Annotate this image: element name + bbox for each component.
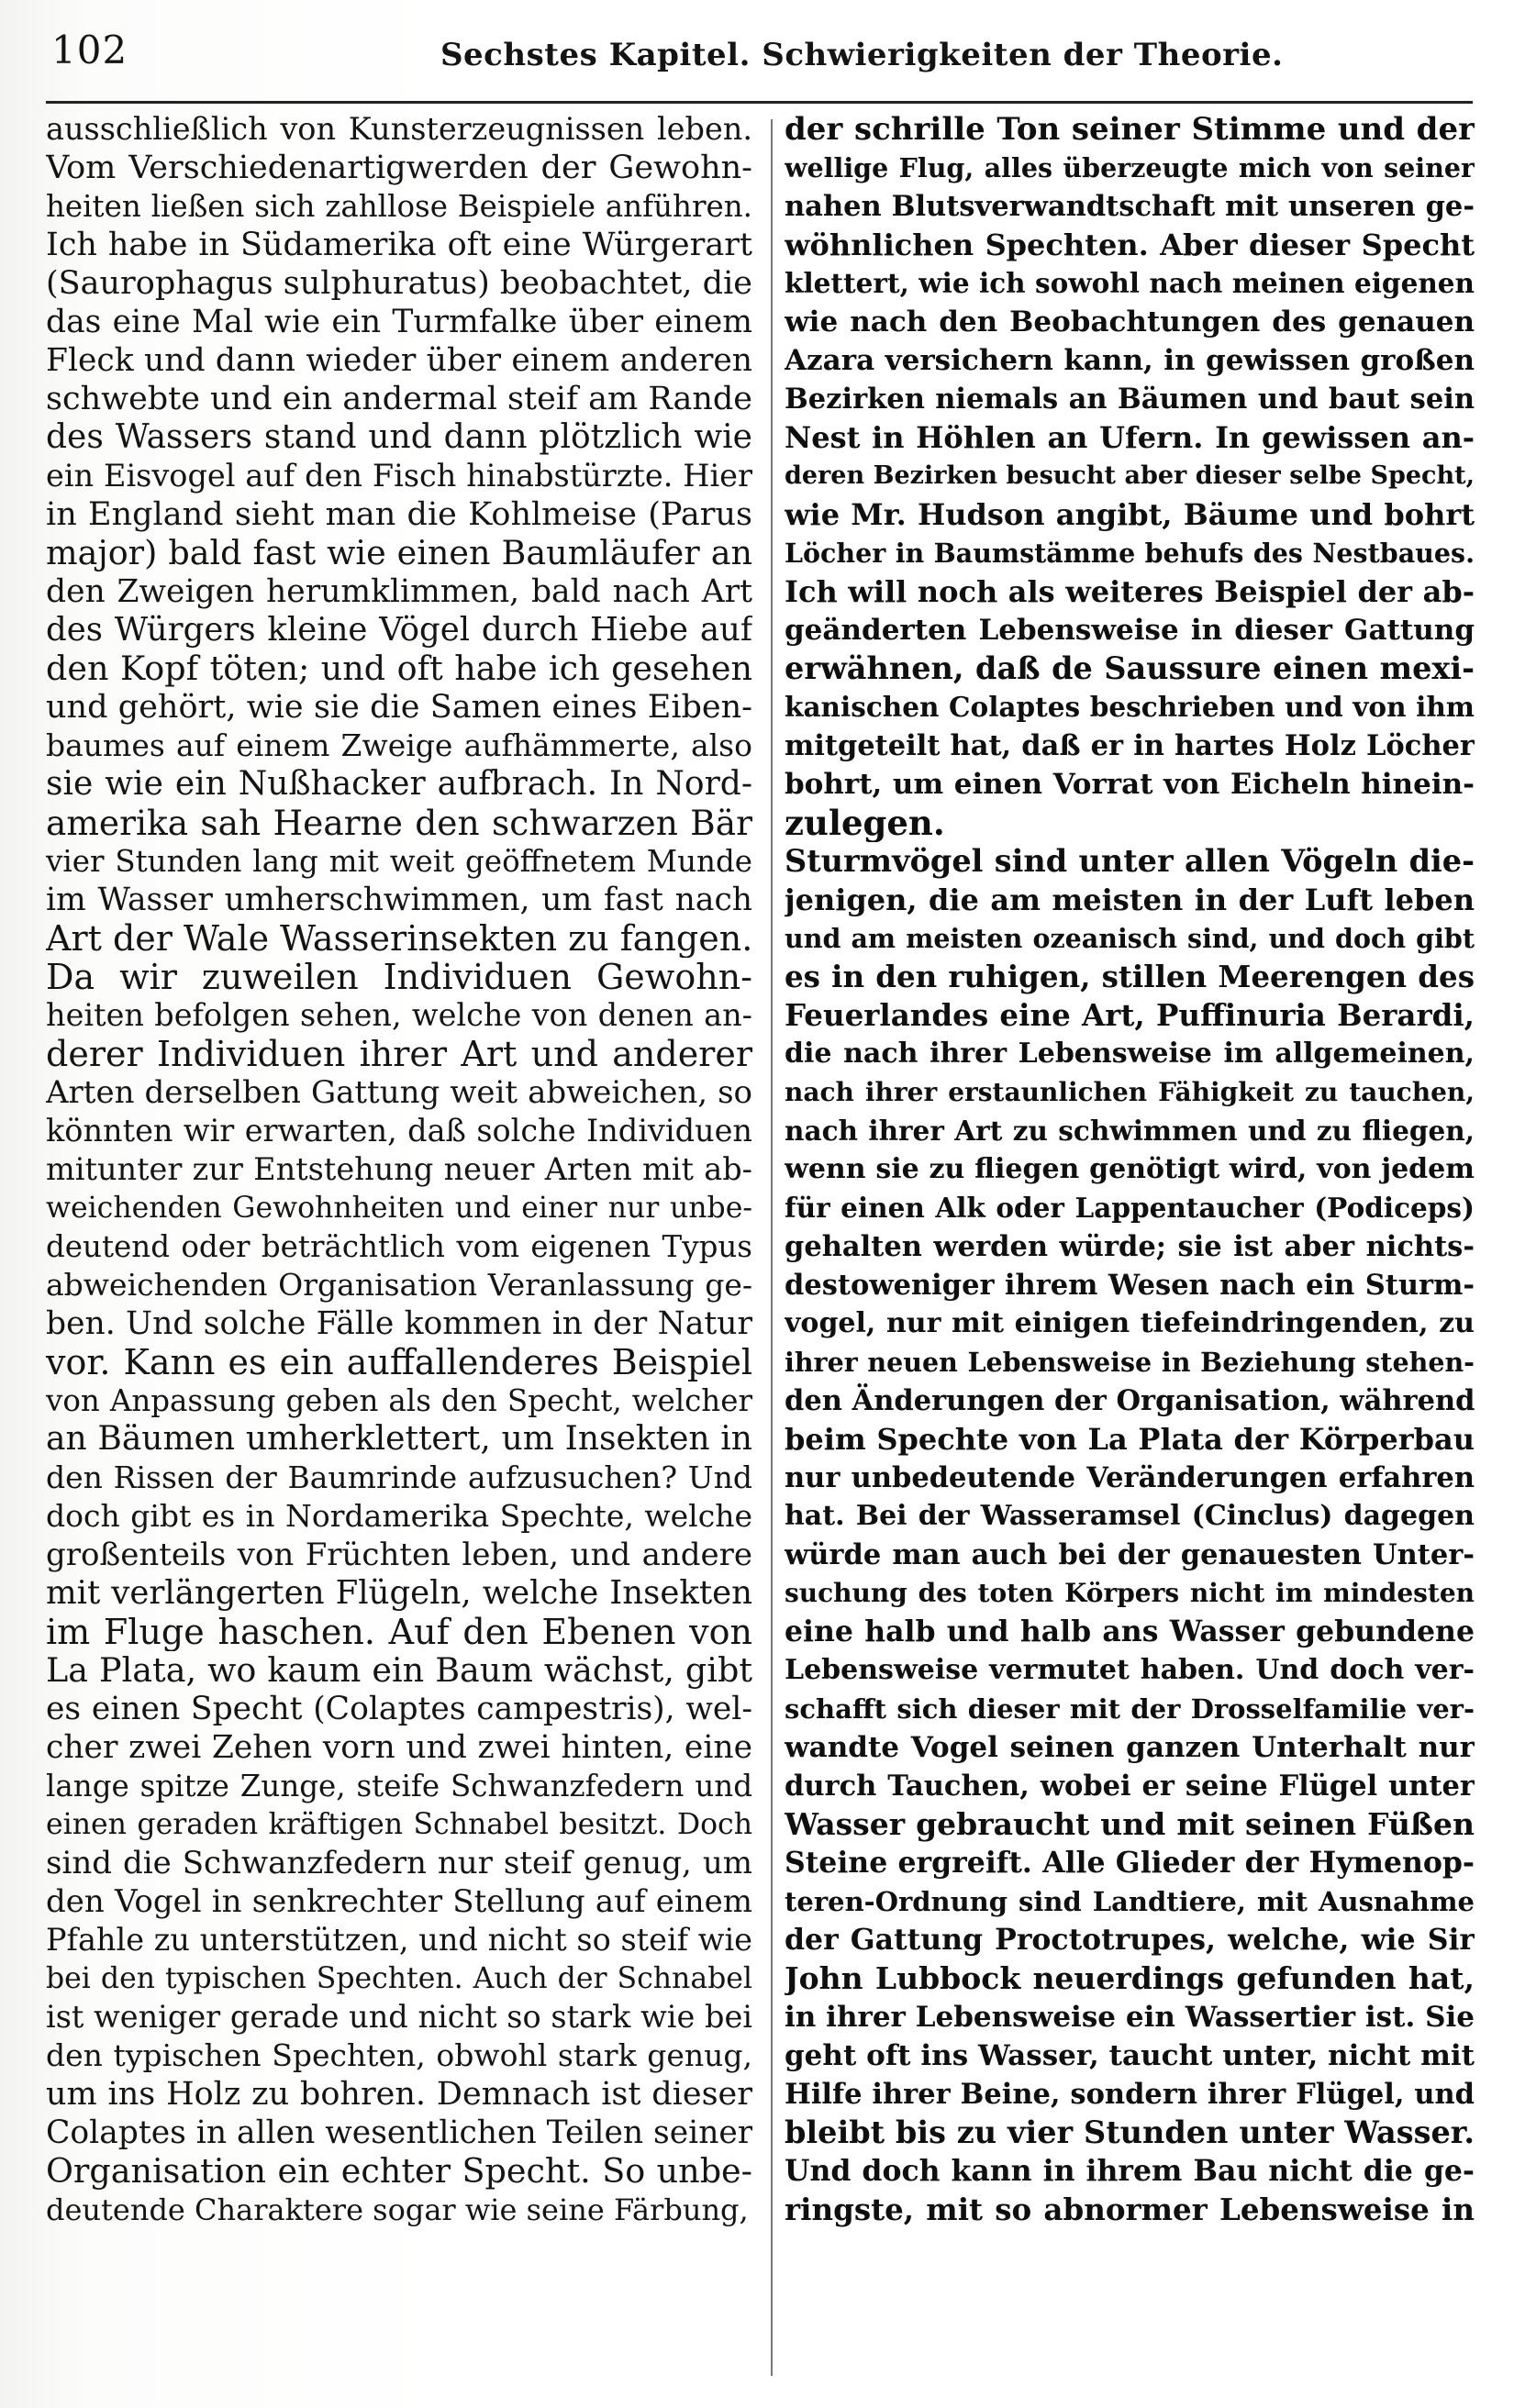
text-line: kanischen Colaptes beschrieben und von ihm	[785, 691, 1475, 723]
text-line: bei den typischen Spechten. Auch der Schnabel	[46, 1962, 752, 1995]
text-line: vor. Kann es ein auffallenderes Beispiel	[46, 1343, 752, 1382]
text-line: ben. Und solche Fälle kommen in der Natur	[46, 1305, 752, 1342]
text-line: von Anpassung geben als den Specht, welcher	[46, 1383, 752, 1418]
text-line: teren-Ordnung sind Landtiere, mit Ausnahme	[785, 1886, 1475, 1917]
text-line: Organisation ein echter Specht. So unbe-	[46, 2152, 752, 2191]
text-line: des Würgers kleine Vögel durch Hiebe auf	[46, 611, 752, 649]
text-line: eine halb und halb ans Wasser gebundene	[785, 1615, 1475, 1648]
text-line: sie wie ein Nußhacker aufbrach. In Nord-	[46, 765, 752, 803]
page-header	[46, 20, 1477, 84]
text-line: geänderten Lebensweise in dieser Gattung	[785, 614, 1475, 647]
text-line: Löcher in Baumstämme behufs des Nestbaues.	[785, 538, 1475, 569]
column-divider	[771, 119, 773, 2376]
text-line: nach ihrer Art zu schwimmen und zu fliegen,	[785, 1115, 1475, 1147]
text-line: ist weniger gerade und nicht so stark wie bei	[46, 1999, 752, 2035]
text-line: John Lubbock neuerdings gefunden hat,	[785, 1960, 1475, 1996]
text-line: Hilfe ihrer Beine, sondern ihrer Flügel, und	[785, 2078, 1475, 2111]
text-line: um ins Holz zu bohren. Demnach ist dieser	[46, 2076, 752, 2113]
text-line: Und doch kann in ihrem Bau nicht die ge-	[785, 2154, 1475, 2188]
text-line: der Gattung Proctotrupes, welche, wie Sir	[785, 1923, 1475, 1957]
text-line: ein Eisvogel auf den Fisch hinabstürzte. Hier	[46, 458, 752, 494]
text-line: den typischen Spechten, obwohl stark genug,	[46, 2037, 752, 2073]
text-line: nach ihrer erstaunlichen Fähigkeit zu tauchen,	[785, 1077, 1475, 1107]
text-line: derer Individuen ihrer Art und anderer	[46, 1035, 752, 1073]
text-line: (Saurophagus sulphuratus) beobachtet, die	[46, 265, 752, 302]
text-line: ausschließlich von Kunsterzeugnissen leben.	[46, 111, 752, 147]
text-line: La Plata, wo kaum ein Baum wächst, gibt	[46, 1651, 752, 1690]
page-number: 102	[51, 28, 128, 72]
text-line: vogel, nur mit einigen tiefeindringenden, zu	[785, 1307, 1475, 1339]
text-line: amerika sah Hearne den schwarzen Bär	[46, 804, 752, 842]
text-line: ringste, mit so abnormer Lebensweise in	[785, 2192, 1475, 2227]
text-line: den Vogel in senkrechter Stellung auf einem	[46, 1883, 752, 1920]
text-line: schwebte und ein andermal steif am Rande	[46, 381, 752, 417]
text-line: Ich will noch als weiteres Beispiel der ab-	[785, 574, 1475, 609]
text-line: mit verlängerten Flügeln, welche Insekten	[46, 1574, 752, 1612]
text-line: bohrt, um einen Vorrat von Eicheln hinein-	[785, 768, 1475, 801]
text-line: jenigen, die am meisten in der Luft leben	[785, 882, 1475, 917]
text-line: die nach ihrer Lebensweise im allgemeinen,	[785, 1038, 1475, 1070]
text-line: Art der Wale Wasserinsekten zu fangen.	[46, 919, 752, 958]
text-line: es in den ruhigen, stillen Meerengen des	[785, 959, 1475, 994]
text-line: deutend oder beträchtlich vom eigenen Typus	[46, 1229, 752, 1264]
text-line: suchung des toten Körpers nicht im mindesten	[785, 1578, 1475, 1608]
text-line: beim Spechte von La Plata der Körperbau	[785, 1422, 1475, 1457]
text-line: an Bäumen umherklettert, um Insekten in	[46, 1420, 752, 1458]
text-line: im Wasser umherschwimmen, um fast nach	[46, 882, 752, 918]
text-line: abweichenden Organisation Veranlassung ge-	[46, 1267, 752, 1303]
text-line: den Kopf töten; und oft habe ich gesehen	[46, 649, 752, 688]
text-line: doch gibt es in Nordamerika Spechte, welche	[46, 1498, 752, 1534]
text-line: wie Mr. Hudson angibt, Bäume und bohrt	[785, 497, 1475, 532]
text-line: Sturmvögel sind unter allen Vögeln die-	[785, 843, 1475, 879]
text-line: Azara versichern kann, in gewissen großen	[785, 344, 1475, 377]
text-line: major) bald fast wie einen Baumläufer an	[46, 534, 752, 572]
text-line: durch Tauchen, wobei er seine Flügel unter	[785, 1770, 1475, 1803]
header-rule	[46, 101, 1473, 104]
text-line: Feuerlandes eine Art, Puffinuria Berardi,	[785, 997, 1475, 1033]
text-line: erwähnen, daß de Saussure einen mexi-	[785, 650, 1475, 686]
text-line: Steine ergreift. Alle Glieder der Hymenop-	[785, 1846, 1475, 1880]
text-line: nur unbedeutende Veränderungen erfahren	[785, 1461, 1475, 1494]
text-line: nahen Blutsverwandtschaft mit unseren ge-	[785, 190, 1475, 223]
text-line: für einen Alk oder Lappentaucher (Podiceps)	[785, 1192, 1475, 1224]
text-line: würde man auch bei der genauesten Unter-	[785, 1538, 1475, 1571]
text-line: wellige Flug, alles überzeugte mich von seiner	[785, 152, 1475, 183]
text-line: Arten derselben Gattung weit abweichen, so	[46, 1074, 752, 1111]
text-line: cher zwei Zehen vorn und zwei hinten, eine	[46, 1729, 752, 1766]
text-line: der schrille Ton seiner Stimme und der	[785, 111, 1475, 148]
text-line: könnten wir erwarten, daß solche Individuen	[46, 1113, 752, 1149]
right-column	[785, 110, 1475, 2229]
text-line: Ich habe in Südamerika oft eine Würgerart	[46, 227, 752, 263]
text-line: destoweniger ihrem Wesen nach ein Sturm-	[785, 1269, 1475, 1302]
text-line: großenteils von Früchten leben, und andere	[46, 1537, 752, 1573]
text-line: den Änderungen der Organisation, während	[785, 1384, 1475, 1417]
text-line: baumes auf einem Zweige aufhämmerte, also	[46, 727, 752, 763]
text-line: gehalten werden würde; sie ist aber nichts-	[785, 1230, 1475, 1263]
text-line: wöhnlichen Spechten. Aber dieser Specht	[785, 227, 1475, 262]
text-line: wandte Vogel seinen ganzen Unterhalt nur	[785, 1731, 1475, 1764]
text-line: und gehört, wie sie die Samen eines Eiben-	[46, 689, 752, 726]
text-line: wenn sie zu fliegen genötigt wird, von jedem	[785, 1153, 1475, 1185]
text-line: klettert, wie ich sowohl nach meinen eigenen	[785, 267, 1475, 299]
text-line: Bezirken niemals an Bäumen und baut sein	[785, 383, 1475, 416]
text-line: im Fluge haschen. Auf den Ebenen von	[46, 1613, 752, 1651]
text-line: Wasser gebraucht und mit seinen Füßen	[785, 1806, 1475, 1842]
text-line: Vom Verschiedenartigwerden der Gewohn-	[46, 150, 752, 186]
text-line: lange spitze Zunge, steife Schwanzfedern und	[46, 1769, 752, 1803]
text-line: einen geraden kräftigen Schnabel besitzt. Doch	[46, 1808, 752, 1841]
text-line: es einen Specht (Colaptes campestris), wel-	[46, 1691, 752, 1727]
text-line: bleibt bis zu vier Stunden unter Wasser.	[785, 2114, 1475, 2150]
text-line: in England sieht man die Kohlmeise (Parus	[46, 496, 752, 533]
text-line: weichenden Gewohnheiten und einer nur unbe-	[46, 1192, 752, 1225]
text-line: Fleck und dann wieder über einem anderen	[46, 342, 752, 379]
text-line: ihrer neuen Lebensweise in Beziehung stehen-	[785, 1347, 1475, 1378]
text-line: wie nach den Beobachtungen des genauen	[785, 305, 1475, 338]
text-line: Nest in Höhlen an Ufern. In gewissen an-	[785, 420, 1475, 455]
text-line: heiten ließen sich zahllose Beispiele anführen.	[46, 189, 752, 224]
text-line: den Zweigen herumklimmen, bald nach Art	[46, 573, 752, 610]
text-line: das eine Mal wie ein Turmfalke über einem	[46, 304, 752, 340]
text-line: zulegen.	[785, 804, 945, 842]
text-line: und am meisten ozeanisch sind, und doch gibt	[785, 923, 1475, 954]
text-line: des Wassers stand und dann plötzlich wie	[46, 418, 752, 456]
text-line: deutende Charaktere sogar wie seine Färbung,	[46, 2192, 749, 2227]
text-line: mitunter zur Entstehung neuer Arten mit ab-	[46, 1151, 752, 1187]
text-line: Colaptes in allen wesentlichen Teilen seiner	[46, 2114, 752, 2151]
text-line: deren Bezirken besucht aber dieser selbe Specht,	[785, 461, 1475, 490]
text-line: Pfahle zu unterstützen, und nicht so steif wie	[46, 1922, 752, 1958]
text-line: mitgeteilt hat, daß er in hartes Holz Löcher	[785, 729, 1475, 762]
left-column	[46, 110, 752, 2229]
text-line: Lebensweise vermutet haben. Und doch ver-	[785, 1654, 1475, 1686]
text-line: heiten befolgen sehen, welche von denen an-	[46, 997, 752, 1033]
text-line: den Rissen der Baumrinde aufzusuchen? Und	[46, 1459, 752, 1495]
text-line: hat. Bei der Wasseramsel (Cinclus) dagegen	[785, 1500, 1475, 1532]
text-line: vier Stunden lang mit weit geöffnetem Munde	[46, 844, 752, 879]
running-head: Sechstes Kapitel. Schwierigkeiten der Theorie.	[440, 37, 1284, 73]
text-line: schafft sich dieser mit der Drosselfamilie ver-	[785, 1693, 1475, 1725]
text-line: geht oft ins Wasser, taucht unter, nicht mit	[785, 2039, 1475, 2072]
text-line: sind die Schwanzfedern nur steif genug, um	[46, 1845, 752, 1881]
text-line: Da wir zuweilen Individuen Gewohn-	[46, 958, 752, 996]
text-line: in ihrer Lebensweise ein Wassertier ist. Sie	[785, 2001, 1475, 2034]
